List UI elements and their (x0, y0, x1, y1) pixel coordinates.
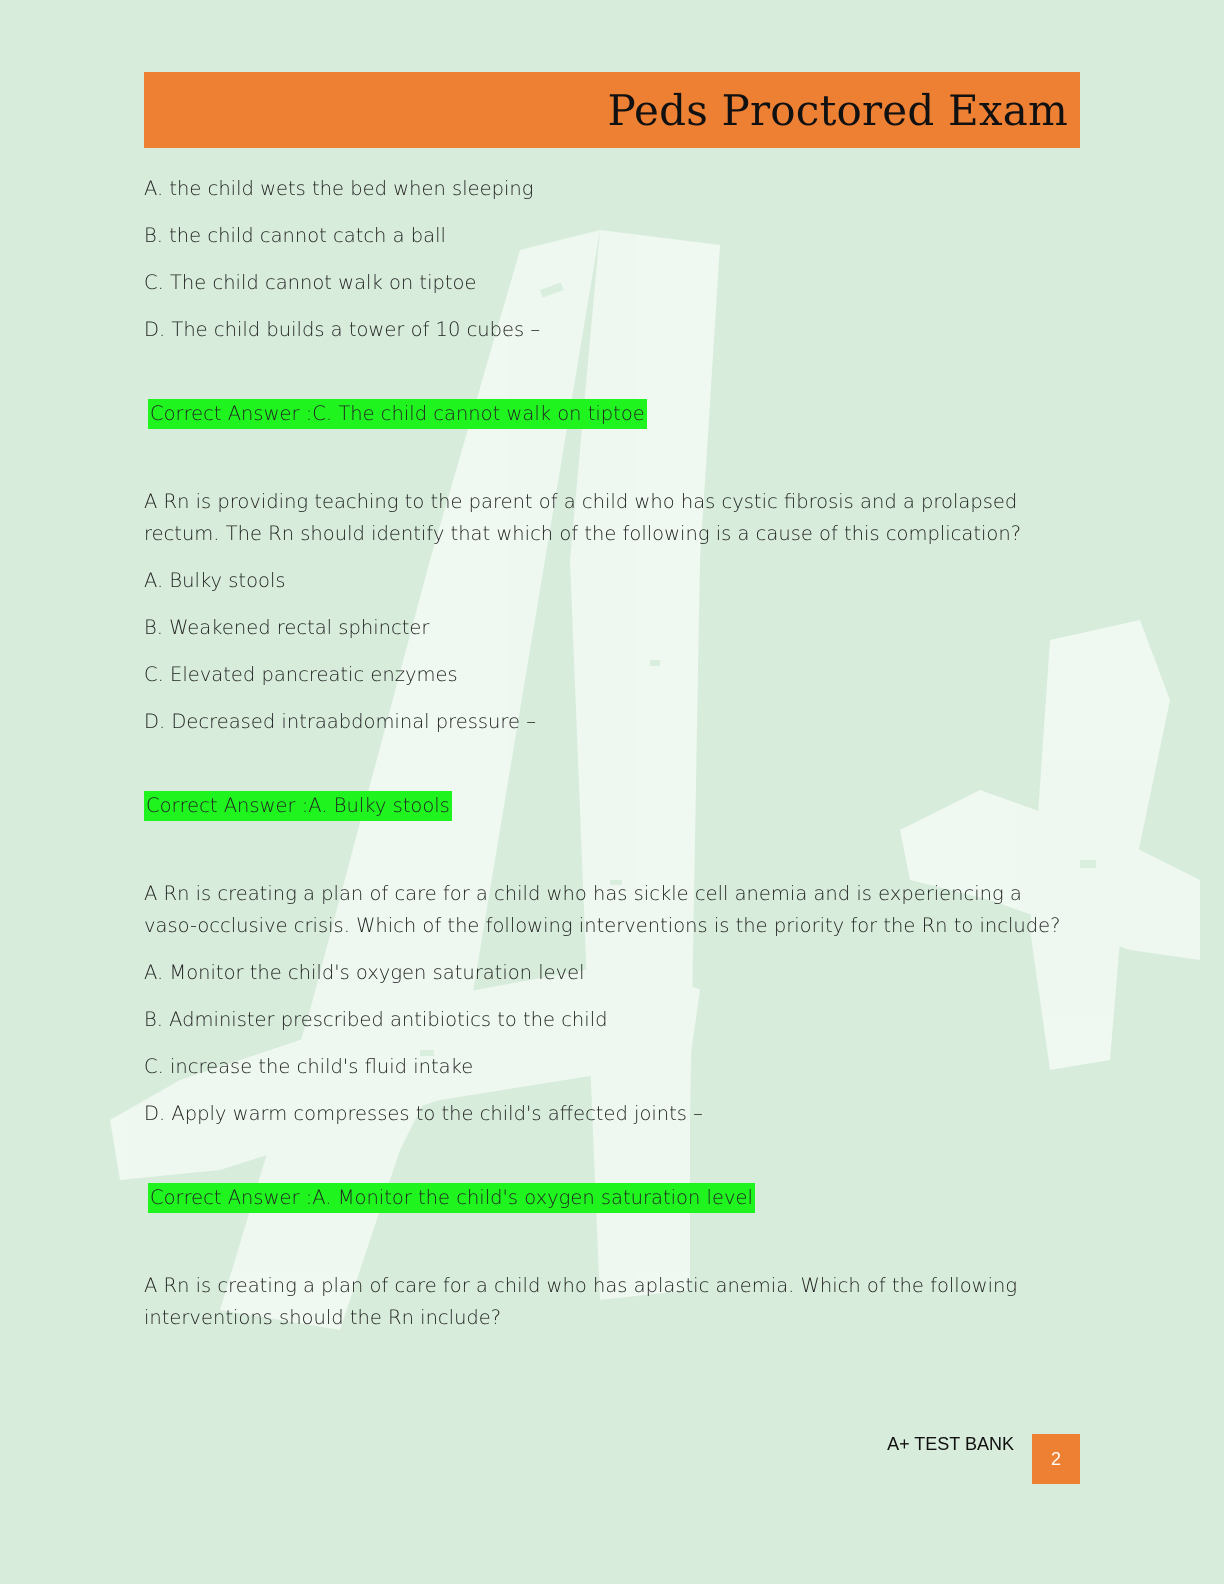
watermark-speck (1080, 860, 1096, 868)
option-d: D. Decreased intraabdominal pressure – (144, 710, 536, 733)
question-text: A Rn is creating a plan of care for a child who has aplastic anemia. Which of the following interventions should the Rn include? (144, 1274, 1018, 1329)
option-b: B. Weakened rectal sphincter (144, 616, 430, 639)
option-a: A. Monitor the child's oxygen saturation level (144, 961, 585, 984)
answer-row (144, 790, 1080, 822)
document-content (144, 173, 1080, 1349)
option-c: C. increase the child's fluid intake (144, 1055, 474, 1078)
question-text: A Rn is providing teaching to the parent of a child who has cystic fibrosis and a prolapsed rectum. The Rn should identify that which of the following is a cause of this complication? (144, 490, 1022, 545)
correct-answer-highlight: Correct Answer :C. The child cannot walk on tiptoe (148, 399, 647, 429)
page-number: 2 (1032, 1434, 1080, 1484)
answer-row (148, 1182, 1080, 1214)
option-b: B. Administer prescribed antibiotics to the child (144, 1008, 608, 1031)
question-block-1 (144, 173, 1080, 430)
correct-answer-highlight: Correct Answer :A. Bulky stools (144, 791, 452, 821)
option-a: A. Bulky stools (144, 569, 286, 592)
option-d: D. The child builds a tower of 10 cubes – (144, 318, 541, 341)
footer-label: A+ TEST BANK (887, 1434, 1014, 1454)
page-title: Peds Proctored Exam (607, 85, 1068, 135)
header-banner (144, 72, 1080, 148)
question-block-3 (144, 878, 1080, 1214)
question-block-2 (144, 486, 1080, 822)
option-a: A. the child wets the bed when sleeping (144, 177, 534, 200)
option-c: C. The child cannot walk on tiptoe (144, 271, 477, 294)
option-d: D. Apply warm compresses to the child's affected joints – (144, 1102, 703, 1125)
question-block-4 (144, 1270, 1080, 1334)
option-c: C. Elevated pancreatic enzymes (144, 663, 458, 686)
correct-answer-highlight: Correct Answer :A. Monitor the child's oxygen saturation level (148, 1183, 755, 1213)
question-text: A Rn is creating a plan of care for a child who has sickle cell anemia and is experiencing a vaso-occlusive crisis. Which of the following interventions is the priority for the Rn to include? (144, 882, 1061, 937)
option-b: B. the child cannot catch a ball (144, 224, 446, 247)
answer-row (148, 398, 1080, 430)
